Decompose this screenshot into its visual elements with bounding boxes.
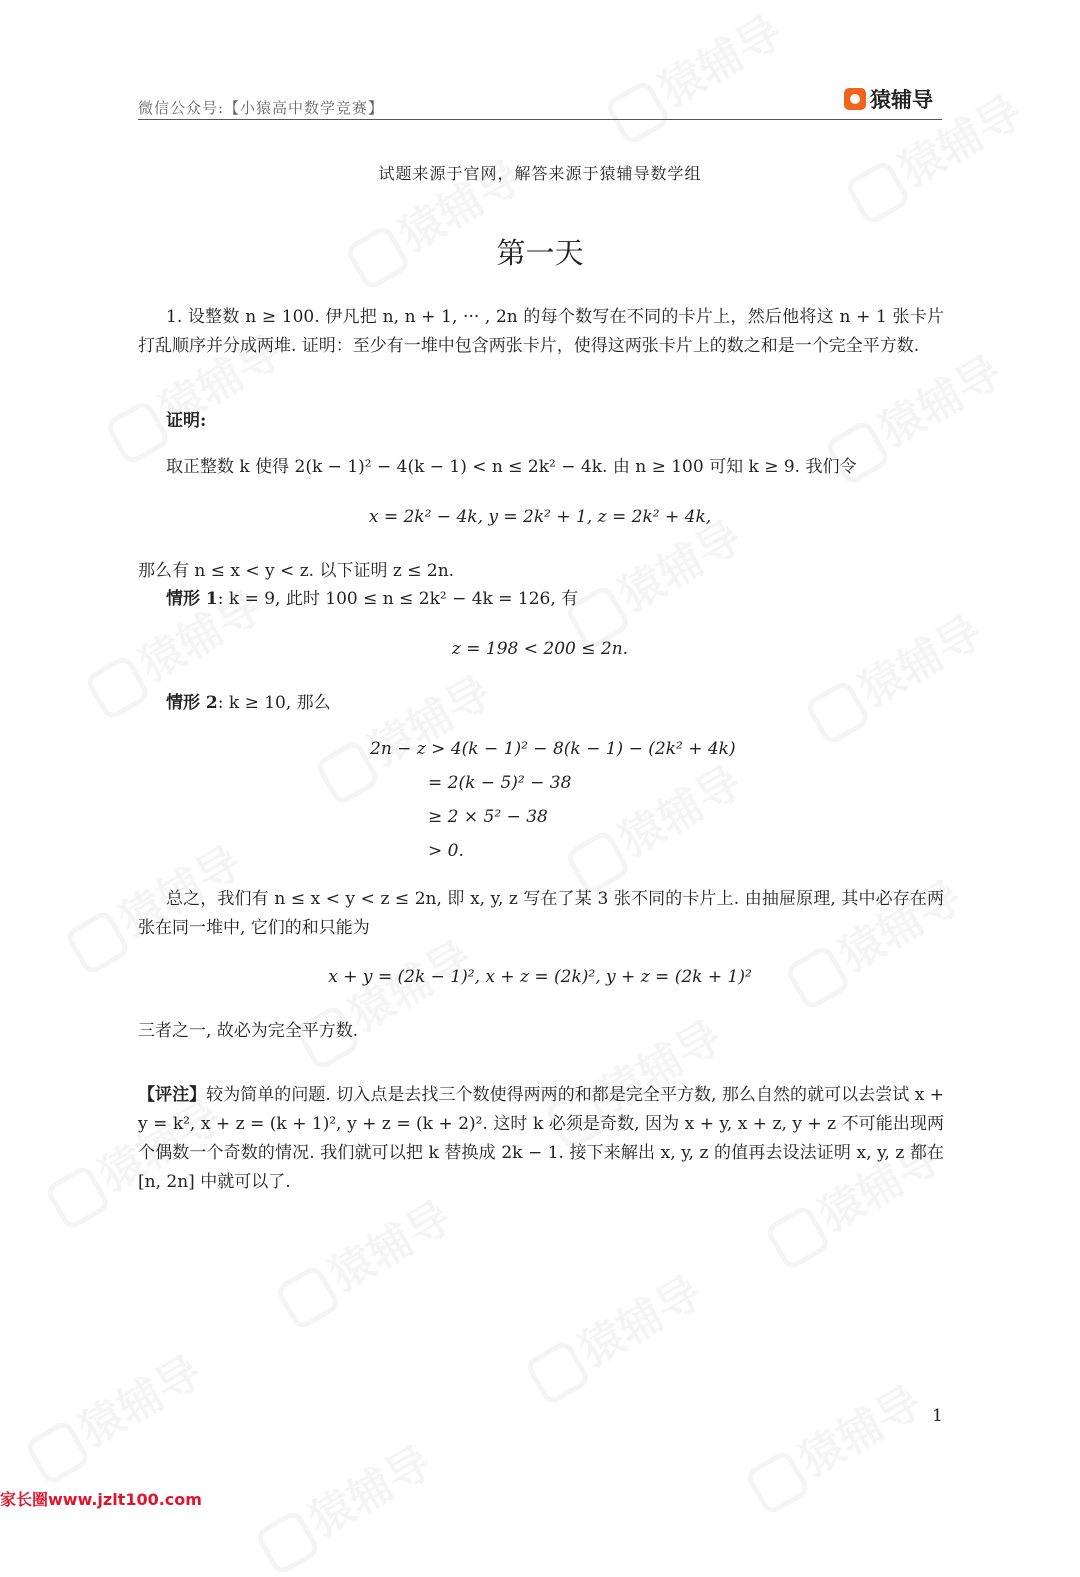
logo-text: 猿辅导 [870, 88, 933, 112]
watermark [247, 1427, 442, 1576]
case-1 [138, 585, 944, 614]
watermark [517, 1257, 712, 1406]
equation-xyz: x = 2k² − 4k, y = 2k² + 1, z = 2k² + 4k, [368, 507, 712, 527]
case-1-label: 情形 1 [166, 589, 218, 609]
watermark [557, 747, 752, 896]
align-line-3: ≥ 2 × 5² − 38 [428, 807, 548, 827]
equation-case1: z = 198 < 200 ≤ 2n. [451, 639, 629, 659]
proof-label: 证明: [166, 411, 207, 431]
summary-paragraph: 总之，我们有 n ≤ x < y < z ≤ 2n, 即 x, y, z 写在了某 3 张不同的卡片上. 由抽屉原理, 其中必存在两张在同一堆中, 它们的和只能为 [138, 889, 944, 938]
watermark [287, 922, 482, 1071]
case-1-text: : k = 9, 此时 100 ≤ n ≤ 2k² − 4k = 126, 有 [217, 589, 579, 609]
proof-intro: 取正整数 k 使得 2(k − 1)² − 4(k − 1) < n ≤ 2k² − 4k. 由 n ≥ 100 可知 k ≥ 9. 我们令 [166, 457, 857, 477]
logo-icon [844, 88, 866, 110]
align-line-1: 2n − z > 4(k − 1)² − 8(k − 1) − (2k² + 4k) [370, 739, 736, 759]
watermark [737, 1367, 932, 1516]
footer-site-link[interactable]: 家长圈www.jzlt100.com [0, 1490, 202, 1509]
source-line: 试题来源于官网，解答来源于猿辅导数学组 [378, 164, 702, 183]
align-line-4: > 0. [428, 841, 464, 861]
page-title: 第一天 [496, 236, 584, 270]
watermark [17, 1337, 212, 1486]
watermark [267, 1182, 462, 1331]
equation-sums: x + y = (2k − 1)², x + z = (2k)², y + z = (2k + 1)² [328, 967, 752, 987]
comment-label: 【评注】 [138, 1085, 207, 1105]
align-line-2: = 2(k − 5)² − 38 [428, 773, 572, 793]
watermark [797, 597, 992, 746]
header-wechat-label: 微信公众号:【小猿高中数学竞赛】 [138, 99, 385, 117]
page-number: 1 [932, 1406, 943, 1426]
brand-logo [844, 84, 933, 114]
case-2 [138, 689, 944, 718]
header-rule [138, 119, 942, 120]
problem-statement: 1. 设整数 n ≥ 100. 伊凡把 n, n + 1, ··· , 2n 的每个数写在不同的卡片上，然后他将这 n + 1 张卡片打乱顺序并分成两堆. 证明：至少有一堆中包含两张卡片，使得这两张卡片上的数之和是一个完全平方数. [138, 307, 944, 356]
watermark [597, 0, 792, 147]
proof-claim: 那么有 n ≤ x < y < z. 以下证明 z ≤ 2n. [138, 561, 455, 581]
comment-paragraph [138, 1081, 944, 1197]
comment-text: 较为简单的问题. 切入点是去找三个数使得两两的和都是完全平方数, 那么自然的就可以去尝试 x + y = k², x + z = (k + 1)², y + z = (k + 2)². 这时 k 必须是奇数, 因为 x + y, x + z, y + z 不可能出现两个偶数一个奇数的情况. 我们就可以把 k 替换成 2k − 1. 接下来解出 x, y, z 的值再去设法证明 x, y, z 都在 [n, 2n] 中就可以了. [138, 1085, 944, 1192]
case-2-text: : k ≥ 10, 那么 [217, 693, 331, 713]
case-2-label: 情形 2 [166, 693, 218, 713]
conclusion: 三者之一, 故必为完全平方数. [138, 1021, 359, 1041]
